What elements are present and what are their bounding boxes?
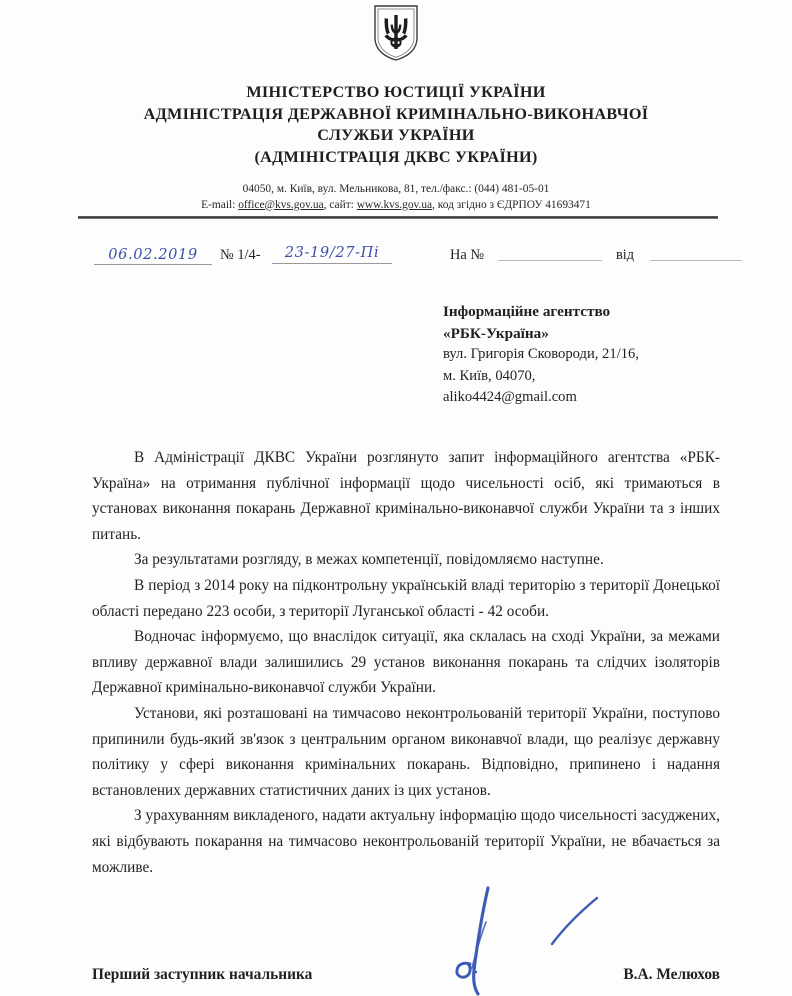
body-paragraph: Водночас інформуємо, що внаслідок ситуації, яка склалась на сході України, за межами впливу державної влади залишились 29 установ виконання покарань та слідчих ізоляторів Державної кримінально-виконавчої служби України. xyxy=(92,628,720,697)
emblem-container xyxy=(0,4,792,62)
addressee-city: м. Київ, 04070, xyxy=(443,367,536,384)
email-link[interactable]: office@kvs.gov.ua xyxy=(238,198,324,211)
addressee-email: aliko4424@gmail.com xyxy=(443,389,577,405)
letter-body xyxy=(92,445,720,880)
body-paragraph: В період з 2014 року на підконтрольну українській владі територію з території Донецької області передано 223 особи, з території Луганської області - 42 особи. xyxy=(92,576,720,620)
letterhead-line-3: СЛУЖБИ УКРАЇНИ xyxy=(317,126,475,144)
contact-details xyxy=(60,182,732,213)
signature-row xyxy=(92,966,720,984)
body-paragraph: За результатами розгляду, в межах компетенції, повідомляємо наступне. xyxy=(134,551,604,569)
addressee-org-line-2: «РБК-Україна» xyxy=(443,324,549,342)
incoming-number-blank xyxy=(498,260,602,261)
letterhead xyxy=(60,82,732,168)
edrpou-label: , код згідно з ЄДРПОУ 41693471 xyxy=(432,198,591,211)
email-prefix-label: E-mail: xyxy=(201,198,239,211)
incoming-date-label: від xyxy=(616,247,635,263)
reference-row xyxy=(94,243,714,273)
outgoing-date-handwritten: 06.02.2019 xyxy=(94,246,212,265)
letterhead-divider xyxy=(78,216,718,219)
addressee-org-line-1: Інформаційне агентство xyxy=(443,303,611,320)
incoming-number-label: На № xyxy=(450,247,485,263)
letterhead-line-4: (АДМІНІСТРАЦІЯ ДКВС УКРАЇНИ) xyxy=(254,147,538,166)
incoming-date-blank xyxy=(650,260,742,261)
contact-email-line xyxy=(60,198,732,214)
body-paragraph: Установи, які розташовані на тимчасово неконтрольованій території України, поступово припинили будь-який зв'язок з центральним органом виконавчої влади, що реалізує державну політику у сфері виконання кримінальних покарань. Відповідно, припинено і надання встановлених державних статистичних даних із цих установ. xyxy=(92,704,720,799)
signatory-title: Перший заступник начальника xyxy=(92,966,313,983)
contact-address-line: 04050, м. Київ, вул. Мельникова, 81, тел./факс.: (044) 481-05-01 xyxy=(242,183,550,195)
outgoing-number-handwritten: 23-19/27-Пі xyxy=(272,244,392,264)
body-paragraph: В Адміністрації ДКВС України розглянуто запит інформаційного агентства «РБК-Україна» на отримання публічної інформації щодо чисельності осіб, які тримаються в установах виконання покарань Державної кримінально-виконавчої служби України та з інших питань. xyxy=(92,449,720,543)
outgoing-number-label: № 1/4- xyxy=(220,247,261,263)
website-prefix-label: , сайт: xyxy=(323,198,357,211)
addressee-block xyxy=(443,301,743,409)
letterhead-line-1: МІНІСТЕРСТВО ЮСТИЦІЇ УКРАЇНИ xyxy=(246,83,546,101)
letterhead-line-2: АДМІНІСТРАЦІЯ ДЕРЖАВНОЇ КРИМІНАЛЬНО-ВИКОНАВЧОЇ xyxy=(143,104,649,123)
body-paragraph: З урахуванням викладеного, надати актуальну інформацію щодо чисельності засуджених, які відбувають покарання на тимчасово неконтрольованій території України, не вбачається за можливе. xyxy=(92,807,720,876)
addressee-street: вул. Григорія Сковороди, 21/16, xyxy=(443,346,639,362)
ukraine-coat-of-arms-trident-icon xyxy=(373,4,419,62)
website-link[interactable]: www.kvs.gov.ua xyxy=(356,198,433,211)
signatory-name: В.А. Мелюхов xyxy=(623,966,720,983)
